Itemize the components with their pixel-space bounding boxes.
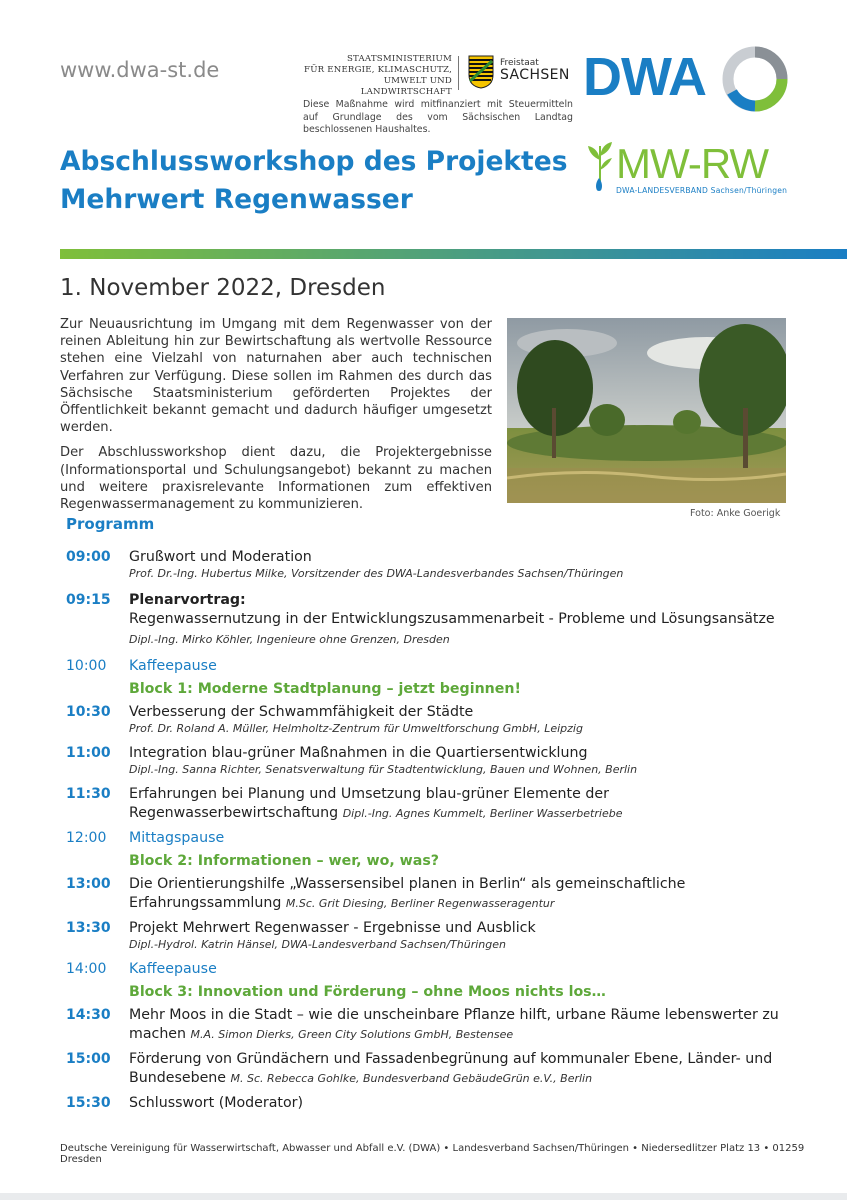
program-heading: Programm: [66, 515, 155, 533]
intro-text: [60, 316, 492, 521]
agenda-item: [66, 744, 786, 779]
agenda-subtitle: Regenwassernutzung in der Entwicklungszusammenarbeit - Probleme und Lösungsansätze: [129, 611, 775, 627]
agenda-speaker: Dipl.-Hydrol. Katrin Hänsel, DWA-Landesverband Sachsen/Thüringen: [129, 938, 506, 951]
agenda-title: Plenarvortrag:: [129, 592, 246, 608]
leaf-drop-icon: [586, 138, 614, 196]
block-title: Block 1: Moderne Stadtplanung – jetzt beginnen!: [129, 681, 521, 697]
agenda-time: 09:15: [66, 592, 111, 608]
event-date: 1. November 2022, Dresden: [60, 275, 386, 301]
agenda-time: 11:30: [66, 786, 111, 802]
intro-paragraph: Zur Neuausrichtung im Umgang mit dem Regenwasser von der reinen Ableitung hin zur Bewirtschaftung als wertvolle Ressource stehen eine Vielzahl von naturnahen aber auch technischen Verfahren zur Verfügung. Diese sollen im Rahmen des durch das Sächsische Staatsministerium geförderten Projektes der Öffentlichkeit bekannt gemacht und dadurch häufiger umgesetzt werden.: [60, 317, 492, 436]
agenda-title: Verbesserung der Schwammfähigkeit der Städte: [129, 704, 474, 720]
website-url: www.dwa-st.de: [60, 58, 220, 82]
agenda-item: [66, 829, 786, 848]
agenda-time: 15:00: [66, 1051, 111, 1067]
saxony-crest-icon: [468, 55, 494, 89]
agenda-time: 14:30: [66, 1007, 111, 1023]
agenda-item: [66, 1094, 786, 1113]
agenda-item: [66, 548, 786, 583]
header-gradient-bar: [60, 249, 847, 259]
page-title: Abschlussworkshop des Projektes Mehrwert Regenwasser: [60, 146, 568, 215]
intro-paragraph: Der Abschlussworkshop dient dazu, die Projektergebnisse (Informationsportal und Schulungsangebot) bekannt zu machen und weitere praxisrelevante Informationen zum effektiven Regenwassermanagement zu kommunizieren.: [60, 445, 492, 513]
agenda-time: 12:00: [66, 830, 107, 846]
bottom-strip: [0, 1193, 847, 1200]
agenda-item: [66, 1050, 786, 1088]
agenda-time: 10:30: [66, 704, 111, 720]
agenda-title: Die Orientierungshilfe „Wassersensibel planen in Berlin“ als gemeinschaftliche Erfahrungssammlung: [129, 876, 686, 911]
footer-address: Deutsche Vereinigung für Wasserwirtschaft, Abwasser und Abfall e.V. (DWA) • Landesverband Sachsen/Thüringen • Niedersedlitzer Platz 13 • 01259 Dresden: [60, 1143, 805, 1165]
agenda-item: [66, 785, 786, 823]
park-photo: [507, 318, 786, 503]
agenda-item: [66, 919, 786, 954]
photo-credit: Foto: Anke Goerigk: [690, 508, 781, 519]
agenda-item: [66, 960, 786, 979]
ministry-name: STAATSMINISTERIUM FÜR ENERGIE, KLIMASCHUTZ, UMWELT UND LANDWIRTSCHAFT: [304, 54, 452, 97]
agenda-title: Integration blau-grüner Maßnahmen in die Quartiersentwicklung: [129, 745, 588, 761]
freistaat-label: Freistaat: [500, 58, 539, 68]
agenda-time: 13:30: [66, 920, 111, 936]
agenda-time: 15:30: [66, 1095, 111, 1111]
agenda-list: [66, 548, 786, 1113]
agenda-time: 11:00: [66, 745, 111, 761]
agenda-item: [66, 1006, 786, 1044]
agenda-speaker: Prof. Dr. Roland A. Müller, Helmholtz-Zentrum für Umweltforschung GmbH, Leipzig: [129, 722, 583, 735]
dwa-ring-icon: [720, 44, 790, 114]
agenda-title: Projekt Mehrwert Regenwasser - Ergebnisse und Ausblick: [129, 920, 536, 936]
agenda-item: [66, 703, 786, 738]
agenda-title: Förderung von Gründächern und Fassadenbegrünung auf kommunaler Ebene, Länder- und Bundesebene: [129, 1051, 773, 1086]
logo-divider: [458, 56, 459, 90]
agenda-speaker: M.A. Simon Dierks, Green City Solutions GmbH, Bestensee: [190, 1028, 514, 1041]
agenda-item: [66, 875, 786, 913]
agenda-speaker: Dipl.-Ing. Agnes Kummelt, Berliner Wasserbetriebe: [342, 807, 623, 820]
funding-note: Diese Maßnahme wird mitfinanziert mit Steuermitteln auf Grundlage des vom Sächsischen Landtag beschlossenen Haushaltes.: [303, 99, 573, 135]
block-title: Block 3: Innovation und Förderung – ohne Moos nichts los…: [129, 984, 606, 1000]
agenda-pause: Kaffeepause: [129, 658, 217, 674]
agenda-speaker: Dipl.-Ing. Mirko Köhler, Ingenieure ohne Grenzen, Dresden: [129, 633, 450, 646]
block-title: Block 2: Informationen – wer, wo, was?: [129, 853, 440, 869]
agenda-speaker: M. Sc. Rebecca Gohlke, Bundesverband GebäudeGrün e.V., Berlin: [230, 1072, 593, 1085]
mwrw-logo: MW-RW: [616, 140, 769, 187]
agenda-item: [66, 657, 786, 676]
agenda-block-heading: [66, 680, 786, 699]
agenda-title: Mehr Moos in die Stadt – wie die unscheinbare Pflanze hilft, urbane Räume lebenswerter zu machen: [129, 1007, 779, 1042]
mwrw-logo-subtitle: DWA-LANDESVERBAND Sachsen/Thüringen: [616, 186, 788, 195]
agenda-pause: Mittagspause: [129, 830, 225, 846]
agenda-time: 10:00: [66, 658, 107, 674]
agenda-title: Erfahrungen bei Planung und Umsetzung blau-grüner Elemente der Regenwasserbewirtschaftung: [129, 786, 609, 821]
agenda-pause: Kaffeepause: [129, 961, 217, 977]
dwa-logo: DWA: [583, 47, 706, 107]
agenda-time: 09:00: [66, 549, 111, 565]
sachsen-label: SACHSEN: [500, 67, 570, 83]
agenda-speaker: Dipl.-Ing. Sanna Richter, Senatsverwaltung für Stadtentwicklung, Bauen und Wohnen, Berlin: [129, 763, 638, 776]
agenda-item: [66, 591, 786, 649]
agenda-speaker: Prof. Dr.-Ing. Hubertus Milke, Vorsitzender des DWA-Landesverbandes Sachsen/Thüringen: [129, 567, 624, 580]
agenda-title: Grußwort und Moderation: [129, 549, 312, 565]
agenda-speaker: M.Sc. Grit Diesing, Berliner Regenwasseragentur: [285, 897, 555, 910]
agenda-block-heading: [66, 852, 786, 871]
agenda-time: 13:00: [66, 876, 111, 892]
agenda-block-heading: [66, 983, 786, 1002]
agenda-time: 14:00: [66, 961, 107, 977]
agenda-title: Schlusswort (Moderator): [129, 1095, 304, 1111]
